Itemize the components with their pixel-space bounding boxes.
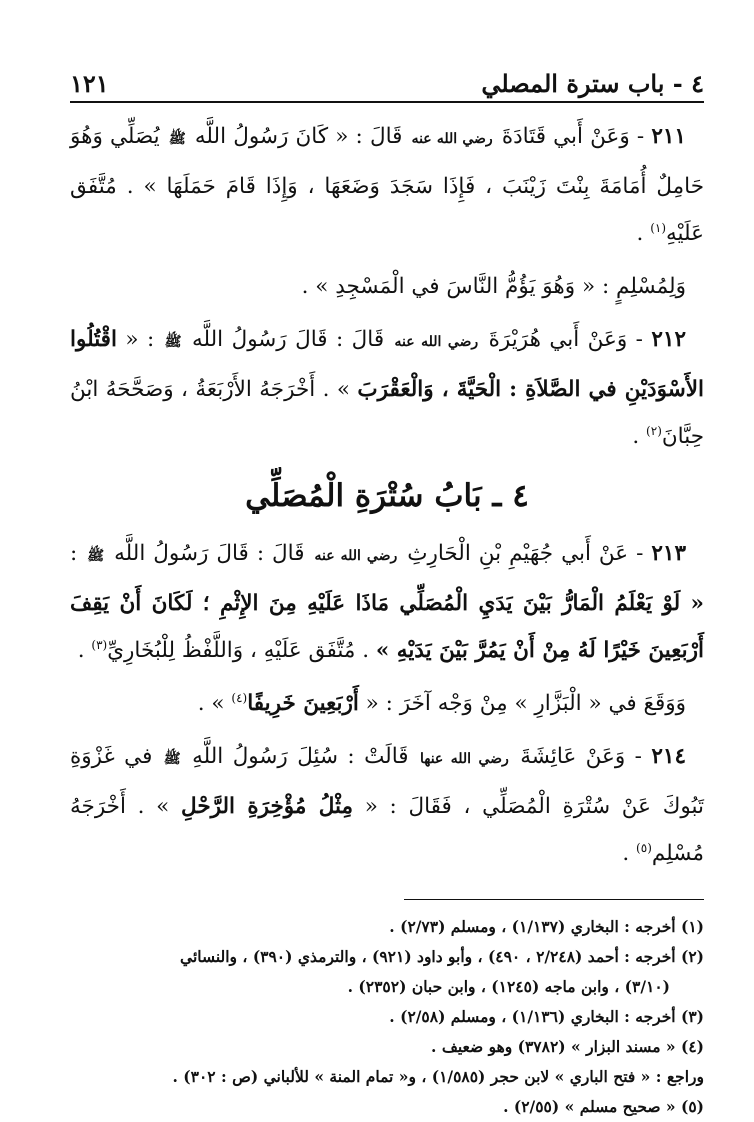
prophetic-quote: مِثْلُ مُؤْخِرَةِ الرَّحْلِ: [181, 794, 354, 819]
hadith-211: [70, 113, 704, 257]
hadith-text: قَالَ : « كَانَ رَسُولُ اللَّه: [187, 124, 410, 149]
hadith-text: » .: [197, 691, 232, 716]
salla-honorific-icon: ﷺ: [87, 548, 105, 564]
book-page: [70, 58, 704, 1116]
footnote-ref: (٢): [646, 423, 662, 438]
hadith-number: ٢١٢: [651, 327, 687, 352]
hadith-text: .: [77, 638, 92, 663]
chapter-title: ٤ ـ بَابُ سُتْرَةِ الْمُصَلِّي: [245, 478, 529, 514]
hadith-text: وَوَقَعَ في « الْبَزَّارِ » مِنْ وَجْه آخَرَ : «: [358, 691, 686, 716]
hadith-text: في غَزْوَةِ تَبُوكَ عَنْ سُتْرَةِ الْمُصَلِّي ، فَقَالَ : «: [70, 744, 704, 819]
footnote-text: (٢) أخرجه : أحمد (٢/٢٤٨ ، ٤٩٠) ، وأبو داود (٩٢١) ، والترمذي (٣٩٠) ، والنسائي: [180, 947, 704, 966]
salla-honorific-icon: ﷺ: [168, 131, 186, 147]
radiya-honorific-icon: رضي الله عنه: [314, 548, 398, 564]
footnote-divider: [404, 899, 704, 900]
footnote-4-reference: وراجع : « فتح الباري » لابن حجر (١/٥٨٥) ، و« تمام المنة » للألباني (ص : ٣٠٢) .: [172, 1067, 704, 1086]
chapter-running-title: ٤ - باب سترة المصلي: [481, 69, 704, 98]
radiya-honorific-icon: رضي الله عنه: [411, 131, 493, 147]
footnote-3: (٣) أخرجه : البخاري (١/١٣٦) ، ومسلم (٢/٥٨) .: [389, 1007, 704, 1026]
footnotes: [70, 912, 704, 1122]
hadith-number: ٢١١: [651, 124, 686, 149]
footnote-2: [70, 942, 704, 1002]
hadith-214: [70, 733, 704, 877]
footnote-ref: (٣): [91, 637, 108, 652]
hadith-text: .: [632, 424, 647, 449]
prophetic-quote: « لَوْ يَعْلَمُ الْمَارُّ بَيْنَ يَدَيِ الْمُصَلِّي مَاذَا عَلَيْهِ مِنَ الإِثْمِ ؛ لَكَانَ أَنْ يَقِفَ أَرْبَعِينَ خَيْرًا لَهُ مِنْ أَنْ يَمُرَّ بَيْنَ يَدَيْهِ »: [70, 591, 704, 663]
bazzar-variant: [70, 680, 704, 727]
prophetic-quote: أَرْبَعِينَ خَرِيفًا: [247, 691, 359, 716]
hadith-212: [70, 316, 704, 460]
salla-honorific-icon: ﷺ: [164, 334, 182, 350]
footnote-ref: (١): [650, 220, 667, 235]
hadith-text: - وَعَنْ أَبي قَتَادَةَ: [494, 124, 652, 149]
footnote-1: (١) أخرجه : البخاري (١/١٣٧) ، ومسلم (٢/٧٣) .: [389, 917, 704, 936]
prophetic-quote: اقْتُلُوا الأَسْوَدَيْنِ في الصَّلاَةِ : الْحَيَّةَ ، وَالْعَقْرَبَ: [70, 327, 704, 402]
hadith-text: : «: [116, 327, 163, 352]
radiya-honorific-icon: رضي الله عنها: [419, 751, 509, 767]
hadith-text: قَالَ : قَالَ رَسُولُ اللَّه: [183, 327, 393, 352]
muslim-variant: وَلِمُسْلِمٍ : « وَهُوَ يَؤُمُّ النَّاسَ في الْمَسْجِدِ » .: [301, 274, 686, 299]
hadith-text: - وَعَنْ عَائِشَةَ: [510, 744, 652, 769]
footnote-ref: (٤): [231, 690, 248, 705]
footnote-text-continued: (٣/١٠) ، وابن ماجه (١٢٤٥) ، وابن حبان (٢٣٥٢) .: [347, 977, 670, 996]
hadith-text: . مُتَّفَق عَلَيْهِ ، وَاللَّفْظُ لِلْبُخَارِيِّ: [107, 638, 376, 663]
hadith-number: ٢١٤: [651, 744, 687, 769]
hadith-number: ٢١٣: [651, 541, 687, 566]
hadith-text: قَالَ : قَالَ رَسُولُ اللَّه: [106, 541, 313, 566]
hadith-text: » . أَخْرَجَهُ الأَرْبَعَةُ ، وَصَحَّحَهُ ابْنُ حِبَّانَ: [70, 377, 704, 449]
footnote-4: (٤) « مسند البزار » (٣٧٨٢) وهو ضعيف .: [431, 1037, 704, 1056]
hadith-213: [70, 530, 704, 674]
hadith-text: - عَنْ أَبي جُهَيْمِ بْنِ الْحَارِثِ: [399, 541, 652, 566]
hadith-text: .: [622, 841, 637, 866]
radiya-honorific-icon: رضي الله عنه: [394, 334, 479, 350]
salla-honorific-icon: ﷺ: [163, 751, 181, 767]
hadith-text: :: [70, 541, 86, 566]
hadith-text: - وَعَنْ أَبي هُرَيْرَةَ: [480, 327, 652, 352]
page-number: ١٢١: [70, 69, 109, 98]
main-text: [70, 113, 704, 877]
footnote-ref: (٥): [636, 840, 652, 855]
hadith-text: يُصَلِّي وَهُوَ حَامِلٌ أُمَامَةَ بِنْتَ زَيْنَبَ ، فَإِذَا سَجَدَ وَضَعَهَا ، وَإِذَا قَامَ حَمَلَهَا » . مُتَّفَق عَلَيْهِ: [70, 124, 704, 246]
footnote-5: (٥) « صحيح مسلم » (٢/٥٥) .: [503, 1097, 704, 1116]
running-header: [70, 58, 704, 103]
hadith-text: قَالَتْ : سُئِلَ رَسُولُ اللَّهِ: [182, 744, 418, 769]
hadith-text: .: [636, 221, 651, 246]
hadith-text: » . أَخْرَجَهُ مُسْلِم: [70, 794, 704, 866]
